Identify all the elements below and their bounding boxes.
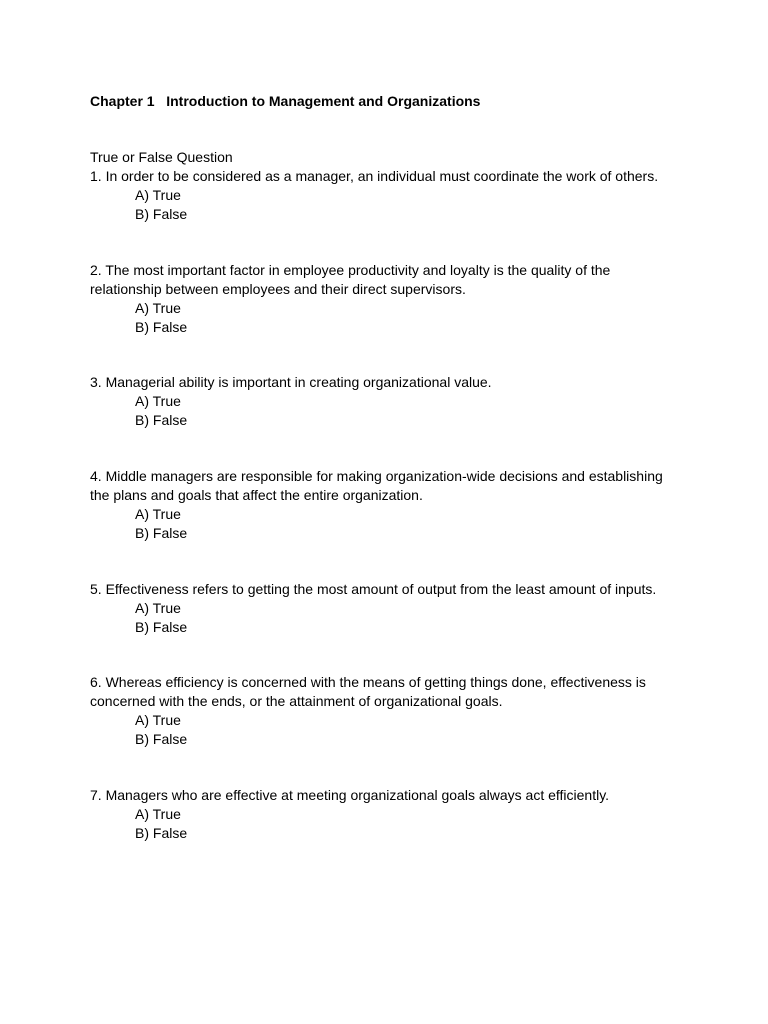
question-text-line: 6. Whereas efficiency is concerned with the means of getting things done, effectiveness is bbox=[90, 674, 646, 690]
section-heading: True or False Question bbox=[90, 149, 233, 165]
question-3 bbox=[90, 373, 690, 430]
question-5 bbox=[90, 580, 690, 637]
question-text-line: 3. Managerial ability is important in creating organizational value. bbox=[90, 374, 492, 390]
option-false: B) False bbox=[135, 412, 188, 428]
option-false: B) False bbox=[135, 825, 188, 841]
question-text-line: relationship between employees and their direct supervisors. bbox=[90, 281, 466, 297]
question-text-line: 1. In order to be considered as a manager, an individual must coordinate the work of others. bbox=[90, 168, 659, 184]
option-true: A) True bbox=[135, 506, 181, 522]
question-text-line: 2. The most important factor in employee productivity and loyalty is the quality of the bbox=[90, 262, 611, 278]
option-true: A) True bbox=[135, 600, 181, 616]
option-true: A) True bbox=[135, 806, 181, 822]
question-1 bbox=[90, 167, 690, 224]
question-2 bbox=[90, 261, 690, 337]
option-true: A) True bbox=[135, 393, 181, 409]
question-text-line: the plans and goals that affect the entire organization. bbox=[90, 487, 423, 503]
option-false: B) False bbox=[135, 319, 188, 335]
option-false: B) False bbox=[135, 206, 188, 222]
question-4 bbox=[90, 467, 690, 543]
question-text-line: 7. Managers who are effective at meeting organizational goals always act efficiently. bbox=[90, 787, 610, 803]
question-6 bbox=[90, 673, 690, 749]
question-text-line: concerned with the ends, or the attainment of organizational goals. bbox=[90, 693, 503, 709]
question-text-line: 5. Effectiveness refers to getting the most amount of output from the least amount of inputs. bbox=[90, 581, 657, 597]
chapter-title: Chapter 1 Introduction to Management and Organizations bbox=[90, 93, 481, 109]
option-true: A) True bbox=[135, 300, 181, 316]
question-7 bbox=[90, 786, 690, 843]
option-true: A) True bbox=[135, 187, 181, 203]
option-false: B) False bbox=[135, 525, 188, 541]
option-false: B) False bbox=[135, 731, 188, 747]
question-text-line: 4. Middle managers are responsible for making organization-wide decisions and establishing bbox=[90, 468, 663, 484]
option-false: B) False bbox=[135, 619, 188, 635]
option-true: A) True bbox=[135, 712, 181, 728]
